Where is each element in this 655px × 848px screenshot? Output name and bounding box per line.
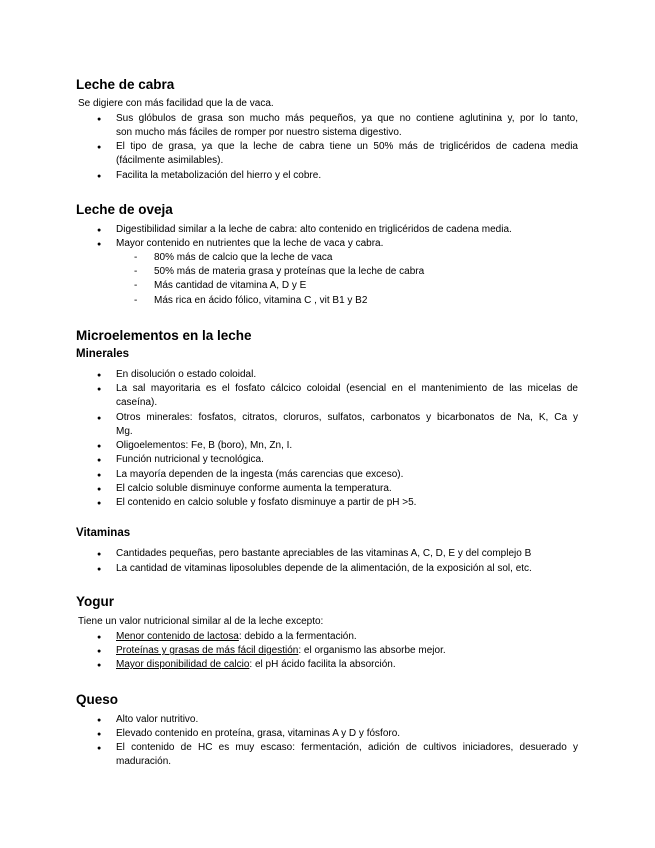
bullet-icon: ● [97, 457, 102, 464]
bullet-icon: ● [97, 745, 102, 752]
oveja-subitem-1: 80% más de calcio que la leche de vaca [154, 252, 333, 263]
section-title-cabra: Leche de cabra [76, 77, 175, 92]
minerales-item-1: En disolución o estado coloidal. [116, 369, 257, 380]
cabra-item-2-line-1: El tipo de grasa, ya que la leche de cabra tiene un 50% más de triglicéridos de cadena media [116, 141, 578, 152]
queso-item-2: Elevado contenido en proteína, grasa, vitaminas A y D y fósforo. [116, 728, 401, 739]
section-title-queso: Queso [76, 692, 119, 707]
queso-item-1: Alto valor nutritivo. [116, 714, 199, 725]
vitaminas-item-1: Cantidades pequeñas, pero bastante apreciables de las vitaminas A, C, D, E y del complejo B [116, 548, 532, 559]
subsection-title-minerales: Minerales [76, 348, 130, 360]
cabra-item-1-line-1: Sus glóbulos de grasa son mucho más pequeños, ya que no contiene aglutinina y, por lo tanto, [116, 113, 578, 124]
minerales-item-5: Función nutricional y tecnológica. [116, 454, 264, 465]
bullet-icon: ● [97, 144, 102, 151]
dash-icon: - [134, 295, 138, 306]
bullet-icon: ● [97, 372, 102, 379]
section-title-yogur: Yogur [76, 594, 114, 609]
vitaminas-item-2: La cantidad de vitaminas liposolubles depende de la alimentación, de la exposición al sol, etc. [116, 563, 532, 574]
bullet-icon: ● [97, 731, 102, 738]
bullet-icon: ● [97, 227, 102, 234]
minerales-item-2-line-2: caseína). [116, 397, 158, 408]
yogur-item-3 [116, 658, 578, 671]
section-title-oveja: Leche de oveja [76, 202, 173, 217]
dash-icon: - [134, 280, 138, 291]
yogur-item-3-underlined: Mayor disponibilidad de calcio [116, 659, 250, 670]
bullet-icon: ● [97, 662, 102, 669]
bullet-icon: ● [97, 443, 102, 450]
bullet-icon: ● [97, 241, 102, 248]
oveja-subitem-3: Más cantidad de vitamina A, D y E [154, 280, 307, 291]
yogur-item-1-underlined: Menor contenido de lactosa [116, 631, 239, 642]
bullet-icon: ● [97, 634, 102, 641]
minerales-item-7: El calcio soluble disminuye conforme aumenta la temperatura. [116, 483, 392, 494]
oveja-item-2: Mayor contenido en nutrientes que la leche de vaca y cabra. [116, 238, 384, 249]
bullet-icon: ● [97, 648, 102, 655]
bullet-icon: ● [97, 472, 102, 479]
yogur-item-3-rest: : el pH ácido facilita la absorción. [249, 659, 396, 670]
bullet-icon: ● [97, 486, 102, 493]
cabra-item-1-line-2: son mucho más fáciles de romper por nuestro sistema digestivo. [116, 127, 402, 138]
cabra-item-2-line-2: (fácilmente asimilables). [116, 155, 224, 166]
yogur-item-2 [116, 644, 578, 657]
oveja-subitem-2: 50% más de materia grasa y proteínas que la leche de cabra [154, 266, 425, 277]
minerales-item-6: La mayoría dependen de la ingesta (más carencias que exceso). [116, 469, 404, 480]
bullet-icon: ● [97, 717, 102, 724]
dash-icon: - [134, 266, 138, 277]
yogur-item-1-rest: : debido a la fermentación. [238, 631, 357, 642]
bullet-icon: ● [97, 566, 102, 573]
oveja-subitem-4: Más rica en ácido fólico, vitamina C , vit B1 y B2 [154, 295, 368, 306]
yogur-item-2-rest: : el organismo las absorbe mejor. [298, 645, 446, 656]
minerales-item-2-line-1: La sal mayoritaria es el fosfato cálcico coloidal (esencial en el mantenimiento de las micelas de [116, 383, 578, 394]
minerales-item-3-line-1: Otros minerales: fosfatos, citratos, cloruros, sulfatos, carbonatos y bicarbonatos de Na, K, Ca y [116, 412, 578, 423]
yogur-item-1 [116, 630, 578, 643]
bullet-icon: ● [97, 415, 102, 422]
bullet-icon: ● [97, 500, 102, 507]
bullet-icon: ● [97, 551, 102, 558]
minerales-item-4: Oligoelementos: Fe, B (boro), Mn, Zn, I. [116, 440, 293, 451]
bullet-icon: ● [97, 386, 102, 393]
bullet-icon: ● [97, 173, 102, 180]
cabra-intro: Se digiere con más facilidad que la de vaca. [78, 98, 274, 109]
minerales-item-3-line-2: Mg. [116, 426, 133, 437]
yogur-item-2-underlined: Proteínas y grasas de más fácil digestión [116, 645, 299, 656]
queso-item-3-line-2: maduración. [116, 756, 172, 767]
subsection-title-vitaminas: Vitaminas [76, 527, 131, 539]
section-title-micro: Microelementos en la leche [76, 328, 252, 343]
yogur-intro: Tiene un valor nutricional similar al de la leche excepto: [78, 616, 324, 627]
dash-icon: - [134, 252, 138, 263]
cabra-item-3: Facilita la metabolización del hierro y el cobre. [116, 170, 322, 181]
oveja-item-1: Digestibilidad similar a la leche de cabra: alto contenido en triglicéridos de cadena media. [116, 224, 512, 235]
bullet-icon: ● [97, 116, 102, 123]
minerales-item-8: El contenido en calcio soluble y fosfato disminuye a partir de pH >5. [116, 497, 417, 508]
queso-item-3-line-1: El contenido de HC es muy escaso: fermentación, adición de cultivos iniciadores, desuerado y [116, 742, 578, 753]
